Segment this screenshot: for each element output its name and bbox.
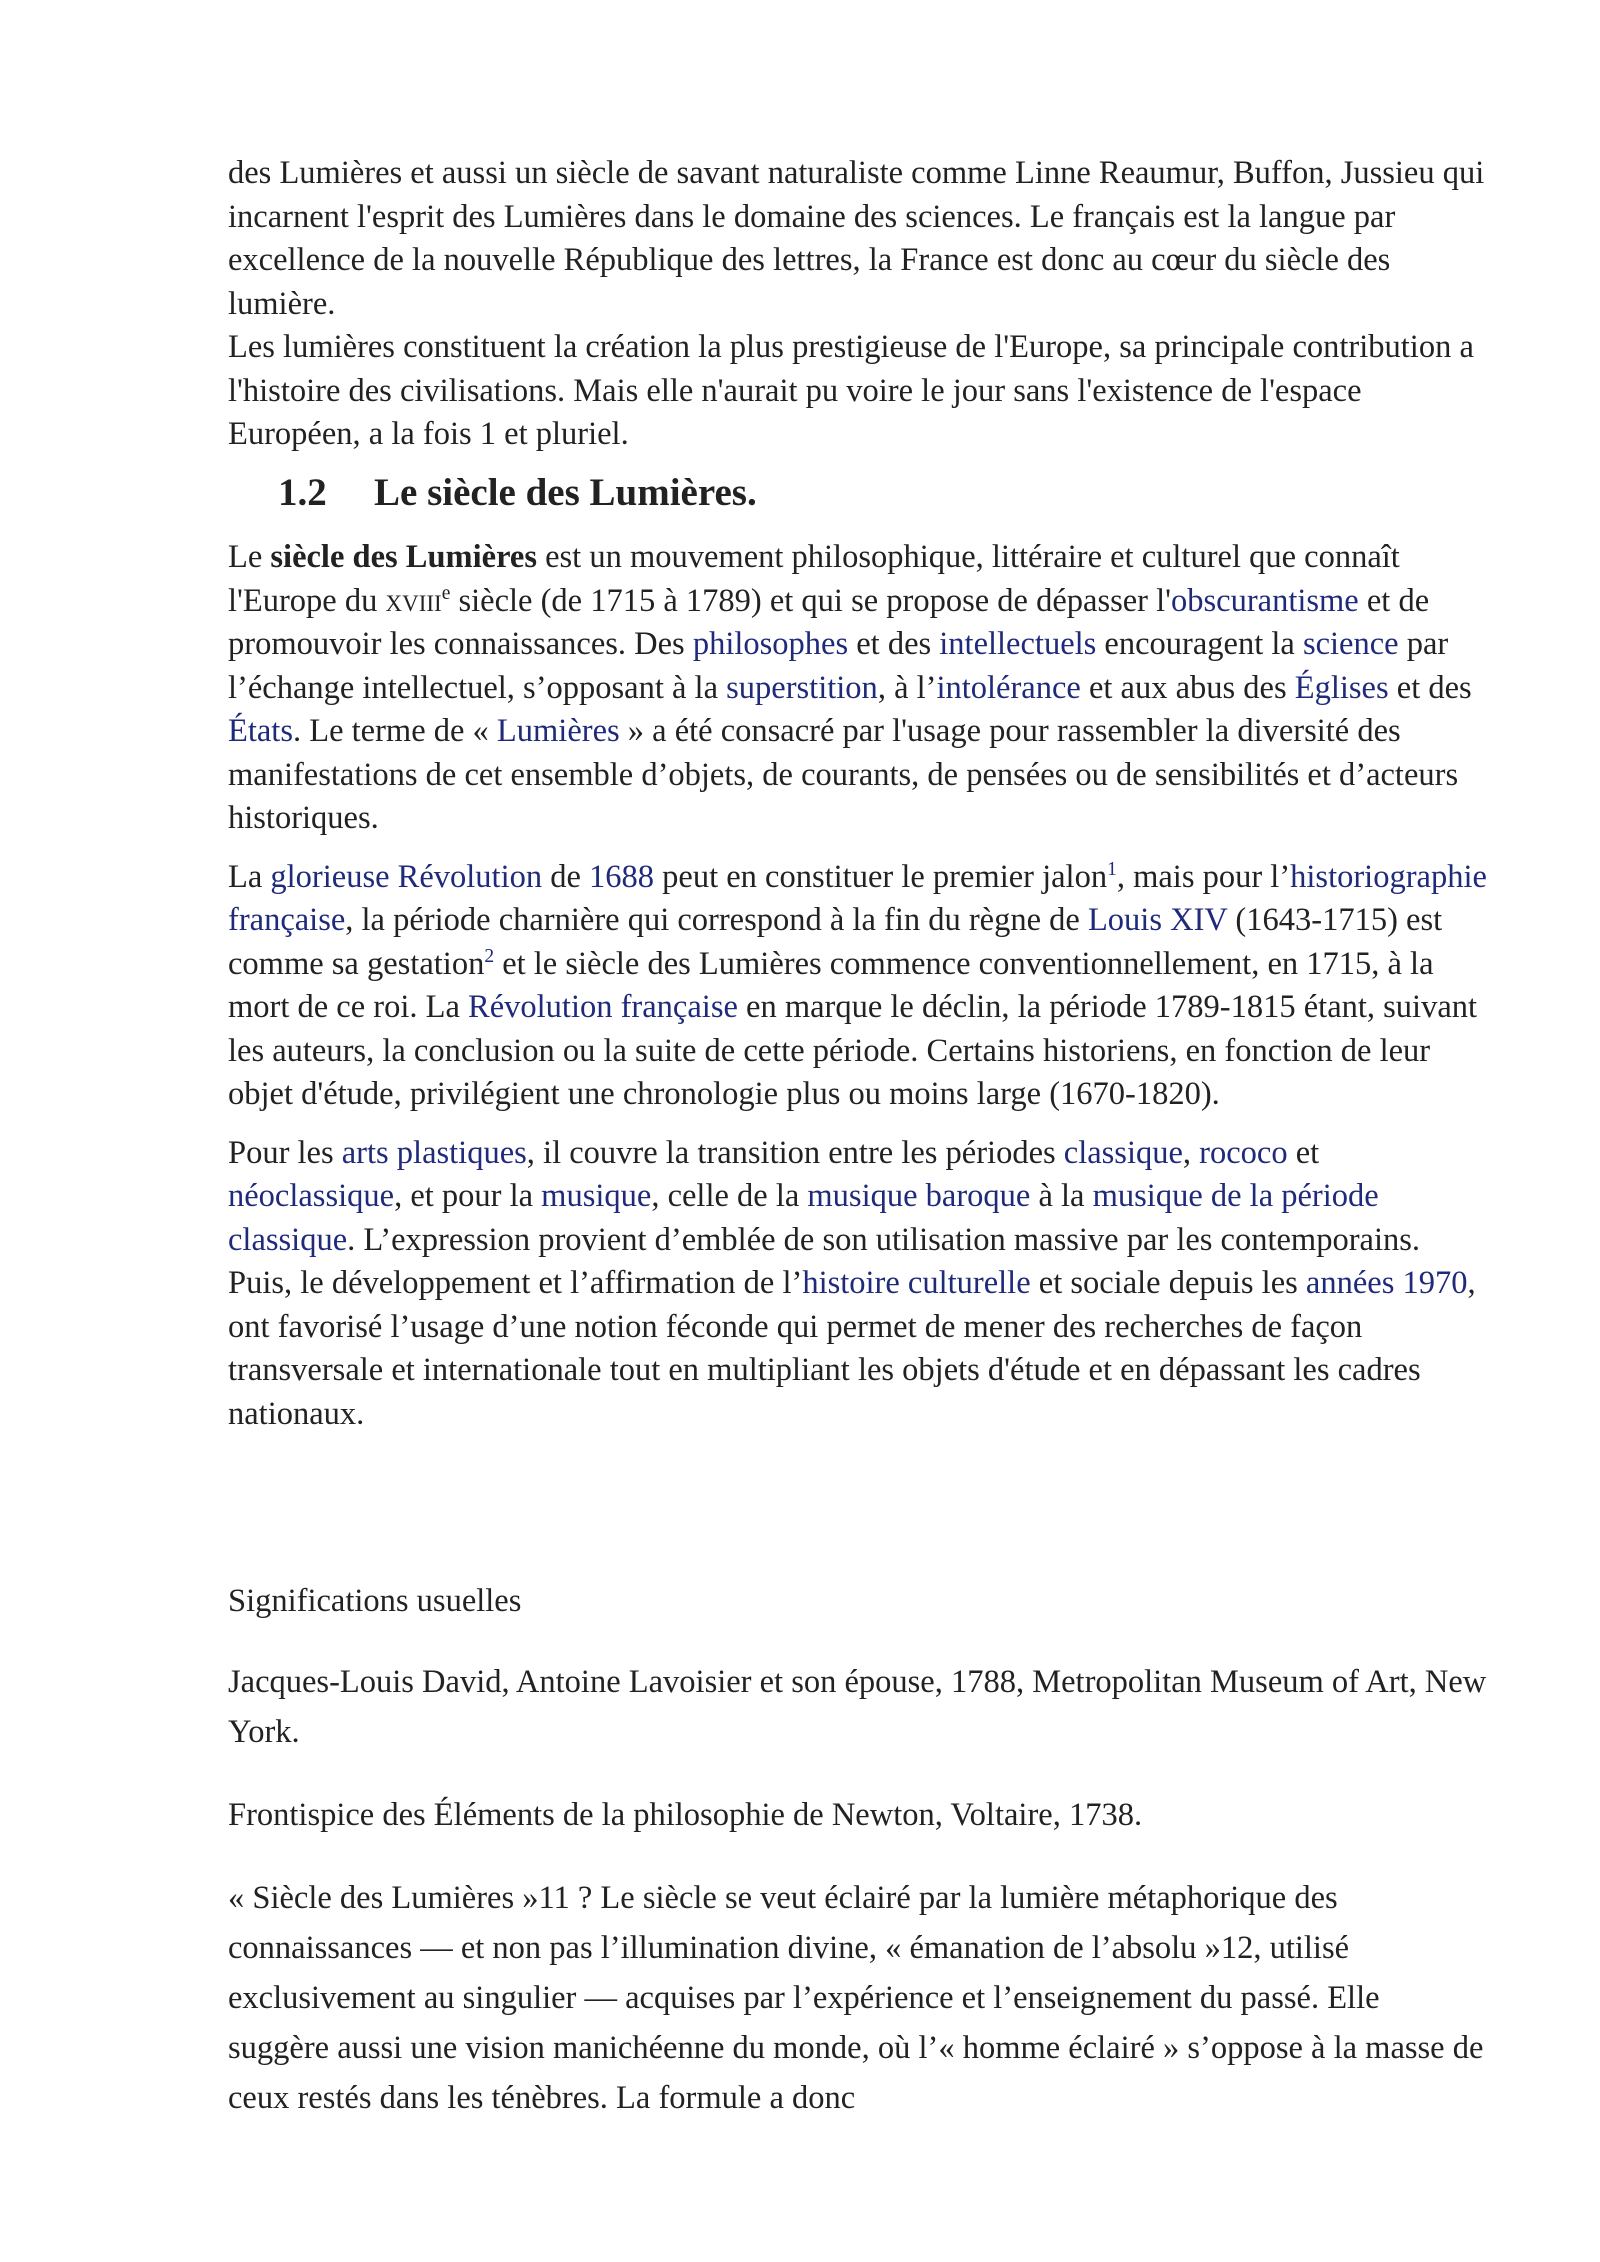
paragraph-definition	[228, 536, 1488, 841]
link-1688[interactable]: 1688	[589, 858, 655, 895]
intro-paragraph-2: Les lumières constituent la création la plus prestigieuse de l'Europe, sa principale contribution a l'histoire des civilisations. Mais elle n'aurait pu voire le jour sans l'existence de l'espace Européen, a la fois 1 et pluriel.	[228, 329, 1474, 452]
link-intolerance[interactable]: intolérance	[936, 669, 1081, 706]
paragraph-chronology	[228, 856, 1488, 1117]
text-run: , la période charnière qui correspond à la fin du règne de	[345, 902, 1088, 938]
link-rococo[interactable]: rococo	[1199, 1134, 1288, 1171]
text-run: et sociale depuis les	[1030, 1265, 1306, 1301]
text-run: Le	[228, 539, 271, 575]
link-musique-baroque[interactable]: musique baroque	[807, 1178, 1031, 1214]
intro-block	[228, 152, 1488, 457]
link-glorieuse-revolution[interactable]: glorieuse Révolution	[270, 858, 543, 895]
paragraph-arts	[228, 1132, 1488, 1437]
text-run: en marque le déclin, la période 1789-1815 étant, suivant les auteurs, la conclusion ou la suite de cette période. Certains historiens, en fonction de leur objet d'étude, privilégient une chronologie plus ou moins large (1670-1820).	[228, 989, 1478, 1112]
section-number: 1.2	[278, 471, 327, 514]
text-run: , ont favorisé l’usage d’une notion féconde qui permet de mener des recherches de façon transversale et internationale tout en multipliant les objets d'étude et en dépassant les cadres nationaux.	[228, 1265, 1476, 1432]
image-caption-frontispice: Frontispice des Éléments de la philosophie de Newton, Voltaire, 1738.	[228, 1796, 1143, 1833]
section-body	[228, 536, 1488, 1436]
bold-term: siècle des Lumières	[270, 539, 537, 575]
text-run: et le siècle des Lumières commence conventionnellement, en 1715, à la mort de ce roi. La	[228, 945, 1434, 1025]
link-etats[interactable]: États	[228, 713, 293, 749]
text-run: peut en constituer le premier jalon	[654, 858, 1108, 895]
text-run: La	[228, 858, 271, 895]
text-run: , mais pour l’	[1116, 858, 1291, 895]
text-run: ,	[1182, 1134, 1200, 1171]
link-obscurantisme[interactable]: obscurantisme	[1171, 582, 1359, 619]
text-run: encouragent la	[1096, 626, 1303, 662]
text-run: , et pour la	[394, 1178, 542, 1214]
link-historiographie[interactable]: historiographie française	[228, 858, 1487, 938]
text-run: , il couvre la transition entre les périodes	[526, 1134, 1064, 1171]
link-musique-classique[interactable]: musique de la période classique	[228, 1178, 1379, 1258]
section-title: Le siècle des Lumières.	[374, 471, 757, 514]
link-revolution-francaise[interactable]: Révolution française	[468, 989, 738, 1025]
text-run: siècle (de 1715 à 1789) et qui se propose de dépasser l'	[450, 582, 1171, 619]
link-science[interactable]: science	[1302, 626, 1399, 662]
significations-heading: Significations usuelles	[228, 1583, 522, 1619]
text-run: de	[542, 858, 590, 895]
paragraph-meaning: « Siècle des Lumières »11 ? Le siècle se veut éclairé par la lumière métaphorique des connaissances — et non pas l’illumination divine, « émanation de l’absolu »12, utilisé exclusivement au singulier — acquises par l’expérience et l’enseignement du passé. Elle suggère aussi une vision manichéenne du monde, où l’« homme éclairé » s’oppose à la masse de ceux restés dans les ténèbres. La formule a donc	[228, 1879, 1484, 2116]
text-run: par l’échange intellectuel, s’opposant à la	[228, 626, 1449, 706]
footnote-ref-2[interactable]: 2	[484, 945, 495, 967]
text-run: et	[1287, 1134, 1320, 1171]
text-run: » a été consacré par l'usage pour rassembler la diversité des manifestations de cet ensemble d’objets, de courants, de pensées ou de sensibilités et d’acteurs historiques.	[228, 713, 1459, 836]
text-run: . Le terme de «	[292, 713, 497, 749]
section-heading	[278, 468, 757, 518]
text-run: (1643-1715) est comme sa gestation	[228, 902, 1443, 982]
link-superstition[interactable]: superstition	[726, 669, 878, 706]
link-eglises[interactable]: Églises	[1294, 669, 1389, 706]
footnote-ref-1[interactable]: 1	[1107, 858, 1117, 880]
link-louis-xiv[interactable]: Louis XIV	[1087, 902, 1228, 938]
text-run: et des	[1388, 669, 1472, 706]
link-philosophes[interactable]: philosophes	[692, 626, 849, 662]
text-run: et aux abus des	[1080, 669, 1295, 706]
link-neoclassique[interactable]: néoclassique	[228, 1178, 395, 1214]
image-caption-david: Jacques-Louis David, Antoine Lavoisier et son épouse, 1788, Metropolitan Museum of Art, New York.	[228, 1663, 1487, 1750]
text-run: est un mouvement philosophique, littéraire et culturel que connaît l'Europe du	[228, 539, 1400, 619]
text-run: , celle de la	[651, 1178, 808, 1214]
century-superscript: e	[441, 582, 451, 604]
text-run: et de promouvoir les connaissances. Des	[228, 582, 1430, 662]
text-run: , à l’	[877, 669, 937, 706]
bottom-block	[228, 1580, 1488, 2123]
intro-paragraph-1: des Lumières et aussi un siècle de savant naturaliste comme Linne Reaumur, Buffon, Jussieu qui incarnent l'esprit des Lumières dans le domaine des sciences. Le français est la langue par excellence de la nouvelle République des lettres, la France est donc au cœur du siècle des lumière.	[228, 155, 1485, 322]
link-classique[interactable]: classique	[1063, 1134, 1183, 1171]
link-annees-1970[interactable]: années 1970	[1305, 1265, 1468, 1301]
link-musique[interactable]: musique	[541, 1178, 652, 1214]
text-run: à la	[1030, 1178, 1093, 1214]
text-run: Pour les	[228, 1134, 342, 1171]
link-histoire-culturelle[interactable]: histoire culturelle	[802, 1265, 1031, 1301]
link-lumieres[interactable]: Lumières	[496, 713, 620, 749]
text-run: et des	[848, 626, 940, 662]
link-intellectuels[interactable]: intellectuels	[939, 626, 1097, 662]
century-numeral: xviii	[385, 582, 442, 619]
text-run: . L’expression provient d’emblée de son utilisation massive par les contemporains. Puis, le développement et l’affirmation de l’	[228, 1221, 1421, 1301]
link-arts-plastiques[interactable]: arts plastiques	[341, 1134, 527, 1171]
